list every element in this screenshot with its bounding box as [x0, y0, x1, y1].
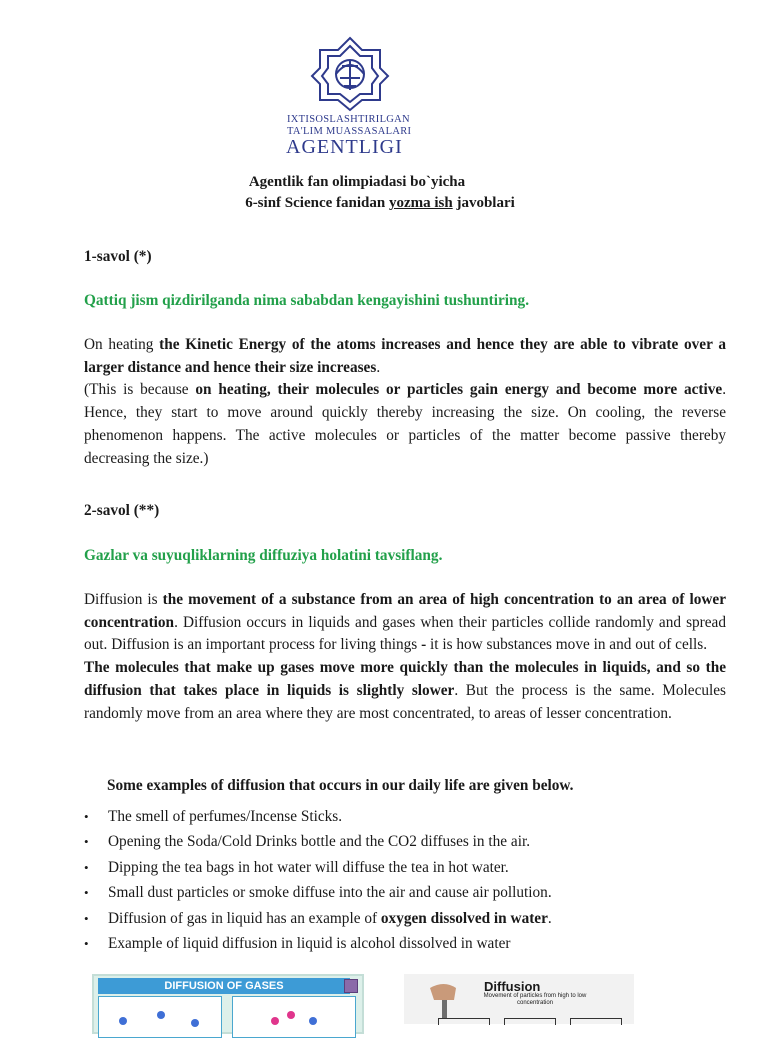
hand-dropper-icon	[424, 978, 464, 1022]
title-line2-end: javoblari	[452, 195, 515, 211]
diffusion-of-gases-figure	[92, 974, 364, 1034]
question-2-prompt: Gazlar va suyuqliklarning diffuziya holatini tavsiflang.	[84, 547, 443, 564]
diffusion-figure	[404, 974, 634, 1024]
logo-text-line3: AGENTLIGI	[286, 136, 403, 158]
list-item: • Small dust particles or smoke diffuse into the air and cause air pollution.	[84, 880, 726, 905]
answer-2-bold: -	[421, 636, 427, 654]
particle-dot	[157, 1011, 165, 1019]
figure-title: Diffusion	[484, 979, 541, 994]
title-underlined-text: yozma ish	[388, 195, 453, 211]
answer-2-text: it is how substances move in and out of cells.	[426, 636, 708, 654]
list-item: • The smell of perfumes/Incense Sticks.	[84, 804, 726, 829]
list-item-text: Diffusion of gas in liquid has an example of	[108, 909, 381, 927]
examples-list	[84, 804, 726, 956]
answer-1-text: On heating	[84, 336, 160, 353]
figure-subtitle: Movement of particles from high to low concentration	[483, 993, 587, 1006]
answer-1-bold: the Kinetic Energy of the atoms increases and hence they are able to vibrate over a larger distance and hence their size increases	[84, 336, 726, 376]
question-1-prompt: Qattiq jism qizdirilganda nima sababdan kengayishini tushuntiring.	[84, 292, 530, 309]
list-item-text: .	[547, 909, 552, 927]
document-title-line1: Agentlik fan olimpiadasi bo`yicha	[248, 174, 466, 190]
answer-1-bold: on heating, their molecules or particles gain energy and become more active	[195, 381, 723, 399]
answer-2-bold: The molecules that make up gases move more quickly than the molecules in liquids, and so the diffusion that takes place in liquids is slightly slower	[84, 659, 726, 699]
figure-title: DIFFUSION OF GASES	[98, 978, 350, 994]
particle-dot	[287, 1011, 295, 1019]
logo-text-line2: TA'LIM MUASSASALARI	[287, 126, 412, 137]
list-item	[84, 906, 726, 931]
question-1-answer	[84, 334, 726, 470]
particle-dot	[191, 1019, 199, 1027]
list-item: • Opening the Soda/Cold Drinks bottle and the CO2 diffuses in the air.	[84, 829, 726, 854]
question-2-label: 2-savol (**)	[84, 502, 160, 519]
gas-container-right	[232, 996, 356, 1038]
examples-heading: Some examples of diffusion that occurs in our daily life are given below.	[107, 777, 574, 794]
gas-container-left	[98, 996, 222, 1038]
list-item: • Dipping the tea bags in hot water will diffuse the tea in hot water.	[84, 855, 726, 880]
answer-2-text: Diffusion is	[84, 591, 163, 608]
ornamental-star-emblem-icon	[310, 36, 390, 112]
list-item: • Example of liquid diffusion in liquid is alcohol dissolved in water	[84, 931, 726, 956]
question-1-label: 1-savol (*)	[84, 248, 152, 265]
answer-1-text: (This is because	[84, 381, 196, 399]
list-item-bold: oxygen dissolved in water	[380, 909, 548, 927]
agency-logo	[284, 36, 444, 158]
figure-menu-icon	[344, 979, 358, 993]
answer-2-text: . But the process is the same. Molecules randomly move from an area where they are most concentrated, to areas of lesser concentration.	[84, 681, 726, 722]
answer-2-text: . Diffusion occurs in liquids and gases when their particles collide randomly and spread out. Diffusion is an important process for living things	[84, 613, 726, 654]
document-title-line2	[0, 195, 764, 212]
answer-2-bold: the movement of a substance from an area of high concentration to an area of lower concentration	[84, 591, 727, 631]
logo-text-line1: IXTISOSLASHTIRILGAN	[287, 114, 410, 125]
question-2-answer	[84, 589, 726, 725]
answer-1-text: . Hence, they start to move around quickly thereby increasing the size. On cooling, the reverse phenomenon happens. The active molecules or particles of the matter become passive thereby decreasing the size.)	[84, 381, 727, 467]
answer-1-text: .	[376, 358, 381, 376]
title-line2-start: 6-sinf Science fanidan	[245, 195, 389, 211]
